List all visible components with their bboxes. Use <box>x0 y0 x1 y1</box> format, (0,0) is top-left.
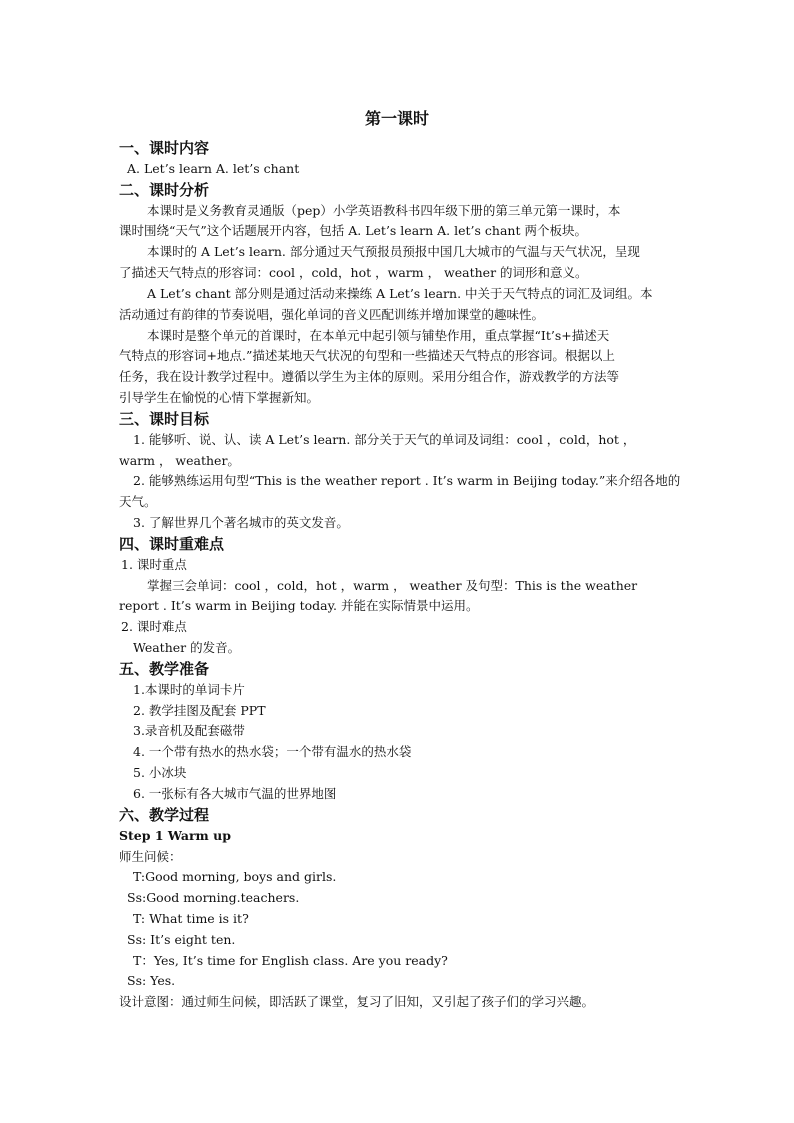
dialog-line: Ss:Good morning.teachers. <box>127 890 300 905</box>
section-heading-process: 六、教学过程 <box>119 806 210 824</box>
prep-item: 5. 小冰块 <box>133 765 187 780</box>
paragraph-line: 本课时的 A Let’s learn. 部分通过天气预报员预报中国几大城市的气温与天气状况，呈现 <box>147 244 640 259</box>
greeting-label: 师生问候： <box>119 849 182 864</box>
objective-line: warm ， weather。 <box>119 453 240 468</box>
subheading-difficulty: 2. 课时难点 <box>121 619 187 634</box>
paragraph-line: 引导学生在愉悦的心情下掌握新知。 <box>119 390 320 405</box>
key-line: 掌握三会单词：cool ，cold，hot ，warm ， weather 及句型：This is the weather <box>147 578 638 593</box>
paragraph-line: 任务，我在设计教学过程中。遵循以学生为主体的原则。采用分组合作，游戏教学的方法等 <box>119 369 620 384</box>
paragraph-line: 本课时是义务教育灵通版（pep）小学英语教科书四年级下册的第三单元第一课时，本 <box>147 203 621 218</box>
difficulty-line: Weather 的发音。 <box>133 640 241 655</box>
paragraph-line: 本课时是整个单元的首课时，在本单元中起引领与铺垫作用，重点掌握“It’s+描述天 <box>147 328 610 343</box>
objective-line: 天气。 <box>119 494 157 509</box>
dialog-line: Ss: Yes. <box>127 973 176 988</box>
key-line: report . It’s warm in Beijing today. 并能在实际情景中运用。 <box>119 598 479 613</box>
dialog-line: Ss: It’s eight ten. <box>127 932 236 947</box>
prep-item: 1.本课时的单词卡片 <box>133 682 245 697</box>
prep-item: 4. 一个带有热水的热水袋；一个带有温水的热水袋 <box>133 744 412 759</box>
dialog-line: T：Yes, It’s time for English class. Are you ready? <box>133 953 448 968</box>
section-heading-objectives: 三、课时目标 <box>119 410 210 428</box>
prep-item: 3.录音机及配套磁带 <box>133 723 245 738</box>
section-heading-preparation: 五、教学准备 <box>119 660 210 678</box>
dialog-line: T:Good morning, boys and girls. <box>133 869 337 884</box>
paragraph-line: 活动通过有韵律的节奏说唱，强化单词的音义匹配训练并增加课堂的趣味性。 <box>119 307 545 322</box>
paragraph-line: 气特点的形容词+地点.”描述某地天气状况的句型和一些描述天气特点的形容词。根据以上 <box>119 348 615 363</box>
paragraph-line: 了描述天气特点的形容词：cool ，cold，hot ，warm ， weather 的词形和意义。 <box>119 265 588 280</box>
paragraph-line: A Let’s chant 部分则是通过活动来操练 A Let’s learn. 中关于天气特点的词汇及词组。本 <box>147 286 653 301</box>
objective-line: 1. 能够听、说、认、读 A Let’s learn. 部分关于天气的单词及词组：cool ，cold，hot ， <box>133 432 636 447</box>
dialog-line: T: What time is it? <box>133 911 249 926</box>
paragraph-line: 课时围绕“天气”这个话题展开内容，包括 A. Let’s learn A. let’s chant 两个板块。 <box>119 223 587 238</box>
objective-line: 3. 了解世界几个著名城市的英文发音。 <box>133 515 349 530</box>
page-title: 第一课时 <box>364 109 429 128</box>
step-heading: Step 1 Warm up <box>119 828 231 843</box>
content-line: A. Let’s learn A. let’s chant <box>127 161 300 176</box>
section-heading-analysis: 二、课时分析 <box>119 181 210 199</box>
section-heading-key-points: 四、课时重难点 <box>119 535 225 553</box>
design-intent-line: 设计意图：通过师生问候，即活跃了课堂，复习了旧知，又引起了孩子们的学习兴趣。 <box>119 994 595 1009</box>
prep-item: 2. 教学挂图及配套 PPT <box>133 703 266 718</box>
section-heading-content: 一、课时内容 <box>119 139 210 157</box>
subheading-key: 1. 课时重点 <box>121 557 187 572</box>
prep-item: 6. 一张标有各大城市气温的世界地图 <box>133 786 337 801</box>
objective-line: 2. 能够熟练运用句型“This is the weather report . It’s warm in Beijing today.”来介绍各地的 <box>133 473 681 488</box>
